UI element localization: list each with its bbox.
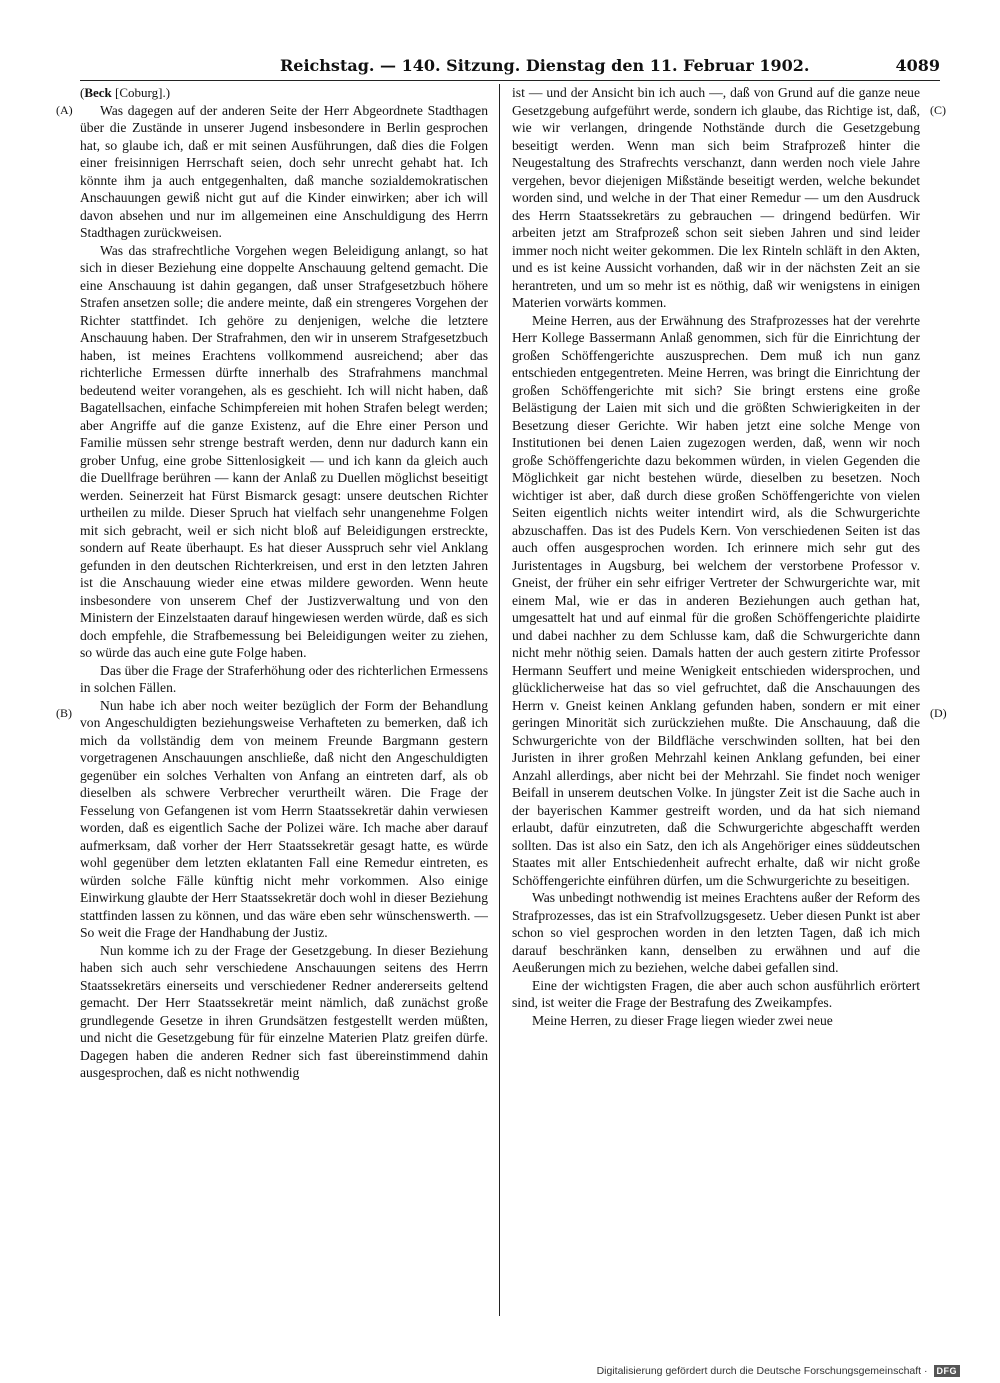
running-title: Reichstag. — 140. Sitzung. Dienstag den 11. Februar 1902.: [280, 56, 810, 75]
page-header: [80, 56, 940, 78]
dfg-logo: DFG: [934, 1365, 961, 1377]
page-number: 4089: [895, 56, 940, 75]
paragraph: Nun habe ich aber noch weiter bezüglich der Form der Behandlung von Angeschuldigten beziehungsweise Verhafteten zu bemerken, daß ich mich da vollständig dem von meinem Freunde Bargmann gestern vorgetragenen Anschauungen anschließe, daß nicht den Angeschuldigten gegenüber ein solches Verhalten von Anfang an eintreten darf, als ob dieselben als schwere Verbrecher verurtheilt wären. Die Frage der Fesselung von Gefangenen ist vom Herrn Staatssekretär dahin verwiesen worden, daß es eigentlich Sache der Polizei wäre. Ich mache aber darauf aufmerksam, daß vorher der Herr Staatssekretär gesagt hatte, es würde wohl gegenüber dem letzten eklatanten Fall eine Remedur eintreten, es würden solche Fälle künftig nicht mehr vorkommen. Also einige Einwirkung glaubte der Herr Staatssekretär doch wohl in dieser Beziehung stattfinden lassen zu können, und das wäre eben sehr wünschenswerth. — So weit die Frage der Handhabung der Justiz.: [80, 697, 488, 940]
paragraph: Was das strafrechtliche Vorgehen wegen Beleidigung anlangt, so hat sich in dieser Beziehung eine doppelte Anschauung geltend gemacht. Die eine Anschauung ist dahin gegangen, daß unser Strafgesetzbuch höhere Strafen ansetzen solle; die andere meinte, daß ein strengeres Vorgehen der Richter stattfindet. Ich gehöre zu denjenigen, welche die letztere Anschauung haben. Der Strafrahmen, den wir in unserem Strafgesetzbuch haben, ist meines Erachtens vollkommend ausreichend; aber das richterliche Ermessen dürfte innerhalb des Strafrahmens manchmal bedeutend weiter vorangehen, als es geschieht. Ich will nicht haben, daß Bagatellsachen, einfache Schimpfereien mit hohen Strafen belegt werden; aber Angriffe auf die ganze Existenz, auf die Ehre einer Person und Familie müssen sehr strenge bestraft werden, denn nur dadurch kann ein grober Unfug, eine grobe Sittenlosigkeit — und ich kann da gleich auch die Duellfrage berühren — kann der Anlaß zu Duellen möglichst beseitigt werden. Seinerzeit hat Fürst Bismarck gesagt: unsere deutschen Richter urtheilen zu milde. Dieser Spruch hat vielfach sehr unangenehme Folgen mit sich gebracht, weil er sich nicht bloß auf Beleidigungen erstreckte, sondern auf Reate überhaupt. Es hat dieser Ausspruch sehr viel Anklang gefunden in den deutschen Richterkreisen, und erst in den letzten Jahren ist die Anschauung wieder eine etwas mildere geworden. Wenn heute insbesondere von unserem Chef der Justizverwaltung und von den Ministern der Einzelstaaten darauf hingewiesen werden würde, daß es sich doch empfehle, die Strafbemessung bei Beleidigungen weiter zu ziehen, so würde das auch eine gute Folge haben.: [80, 242, 488, 660]
paragraph: Das über die Frage der Straferhöhung oder des richterlichen Ermessens in solchen Fällen.: [80, 662, 488, 695]
paragraph: Eine der wichtigsten Fragen, die aber auch schon ausführlich erörtert sind, ist weiter die Frage der Bestrafung des Zweikampfes.: [512, 977, 920, 1010]
speaker-name: Beck: [84, 85, 112, 100]
paragraph: Nun komme ich zu der Frage der Gesetzgebung. In dieser Beziehung haben sich auch sehr verschiedene Anschauungen seitens des Herrn Staatssekretärs einerseits und verschiedener Redner andererseits geltend gemacht. Der Herr Staatssekretär meint nämlich, daß zunächst große grundlegende Gesetze in ihren Grundsätzen festgestellt werden müßten, und nicht die Gesetzgebung für für einzelne Materien Platz greifen dürfe. Dagegen haben die anderen Redner sich fast übereinstimmend dahin ausgesprochen, daß es nicht nothwendig: [80, 942, 488, 1080]
paragraph: ist — und der Ansicht bin ich auch —, daß von Grund auf die ganze neue Gesetzgebung aufgeführt werde, sondern ich glaube, das Richtige ist, daß, wie wir verlangen, dringende Nothstände durch die Gesetzgebung beseitigt werden. Wenn man sich beim Strafprozeß hinter die Neugestaltung des Strafrechts verschanzt, dann werden noch viele Jahre vergehen, bevor diejenigen Mißstände beseitigt werden, welche bekundet worden sind, und welche in der That einer Remedur — um den Ausdruck des Herrn Staatssekretärs zu gebrauchen — dringend bedürfen. Wir arbeiten jetzt am Strafprozeß schon seit sieben Jahren und sind leider immer noch nicht weiter gekommen. Die lex Rinteln schläft in den Akten, und es ist keine Aussicht vorhanden, daß wir in der nächsten Zeit an sie herantreten, und um so mehr ist es nöthig, daß wir wenigstens in einigen Materien vorwärts kommen.: [512, 85, 920, 310]
speaker-line: (Beck [Coburg].): [80, 85, 171, 100]
right-column: [512, 84, 920, 1316]
paragraph: Meine Herren, aus der Erwähnung des Strafprozesses hat der verehrte Herr Kollege Bassermann Anlaß genommen, sich für die Einrichtung der großen Schöffengerichte auszusprechen. Dem muß ich nun ganz entschieden entgegentreten. Meine Herren, was bringt die Einrichtung der großen Schöffengerichte mit sich? Sie bringt erstens eine große Belästigung der Laien mit sich und die größten Schwierigkeiten in der Besetzung dieser Gerichte. Wir haben jetzt eine solche Menge von Institutionen bei denen Laien zugezogen werden, daß, wenn wir noch große Schöffengerichte dazu bekommen würden, in vielen Gegenden die Möglichkeit gar nicht bestehen würde, dieselben zu besetzen. Noch wichtiger ist aber, daß durch diese großen Schöffengerichte von vielen Seiten eigentlich nichts weiter intendirt wird, als die Schwurgerichte abzuschaffen. Das ist des Pudels Kern. Von verschiedenen Seiten ist das auch offen ausgesprochen worden. Ich erinnere mich sehr gut des Juristentages in Augsburg, bei welchem der verstorbene Professor v. Gneist, der früher ein sehr eifriger Vertreter der Schwurgerichte war, mit einem Mal, wie er das in anderen Beziehungen auch gethan hat, umgesattelt hat und auf einmal für die großen Schöffengerichte plaidirte und dabei nachher zu dem Schlusse kam, daß die Schwurgerichte dann nicht mehr nöthig seien. Damals hatten der auch gestern zitirte Professor Hermann Seuffert und meine Wenigkeit entschieden widersprochen, und glücklicherweise hat das so viel gefruchtet, daß die Anschauungen des Herrn v. Gneist keinen Anklang gefunden haben, sondern er mit einer geringen Minorität sich zurückziehen mußte. Die Anschauung, daß die Schwurgerichte von der Bildfläche verschwinden sollten, hat bei den Juristen in ihrer großen Mehrzahl keinen Anklang gefunden, bei einer Anzahl allerdings, aber nicht bei der Mehrzahl. Sie findet noch weniger Beifall in unserem deutschen Volke. In jüngster Zeit ist die Sache auch in der bayerischen Kammer gestreift worden, und da hat sich niemand erlaubt, dafür einzutreten, daß die Schwurgerichte abgeschafft werden sollten. Das ist also ein Satz, den ich als Angehöriger eines süddeutschen Staates mit aller Entschiedenheit aufrecht erhalte, daß wir nicht große Schöffengerichte einführen dürfen, um die Schwurgerichte zu beseitigen.: [512, 312, 920, 888]
margin-mark-c: (C): [930, 103, 946, 117]
page-footer: [597, 1363, 960, 1379]
footer-credit: Digitalisierung gefördert durch die Deutsche Forschungsgemeinschaft ·: [596, 1365, 928, 1377]
margin-mark-a: (A): [56, 103, 73, 117]
paragraph: Was dagegen auf der anderen Seite der Herr Abgeordnete Stadthagen über die Zustände in unserer Jugend insbesondere in Berlin gesprochen hat, so glaube ich, daß er mit seinen Ausführungen, daß dies die Folgen einer freisinnigen Herrschaft seien, doch sehr unrecht gehabt hat. Ich könnte ihm ja auch entgegenhalten, daß manche sozialdemokratischen Anschauungen gewiß nicht gut auf die Kinder einwirken; aber ich will davon absehen und nur im allgemeinen eine Anschuldigung des Herrn Stadthagen zurückweisen.: [80, 102, 488, 240]
margin-mark-d: (D): [930, 706, 947, 720]
speaker-place: [Coburg].): [115, 85, 171, 100]
paragraph: Was unbedingt nothwendig ist meines Erachtens außer der Reform des Strafprozesses, das ist ein Strafvollzugsgesetz. Ueber diesen Punkt ist aber schon so viel gesprochen worden in den letzten Tagen, daß ich mich darauf beschränken kann, denselben zu erwähnen und auf die Aeußerungen mich zu beziehen, welche dabei gefallen sind.: [512, 890, 920, 975]
margin-mark-b: (B): [56, 706, 72, 720]
left-column: [80, 84, 488, 1316]
column-divider: [499, 84, 500, 1316]
paragraph: Meine Herren, zu dieser Frage liegen wieder zwei neue: [532, 1012, 833, 1028]
header-rule: [80, 80, 940, 81]
